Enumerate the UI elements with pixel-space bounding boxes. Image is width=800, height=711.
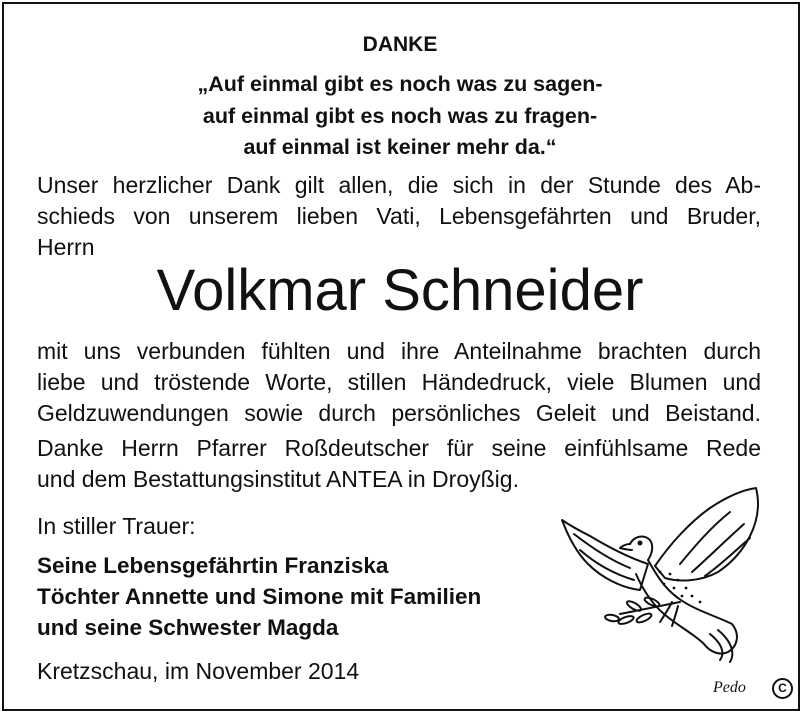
copyright-icon: C bbox=[772, 678, 793, 699]
notice-title: DANKE bbox=[362, 33, 438, 56]
thanks-line-1: Danke Herrn Pfarrer Roßdeutscher für seine einfühlsame Rede bbox=[37, 435, 761, 461]
body-line-2: liebe und tröstende Worte, stillen Händedruck, viele Blumen und bbox=[37, 369, 761, 395]
intro-line-2: schieds von unserem lieben Vati, Lebensgefährten und Bruder, bbox=[37, 203, 761, 229]
mourner-line-3: und seine Schwester Magda bbox=[37, 615, 339, 640]
intro-line-1: Unser herzlicher Dank gilt allen, die sich in der Stunde des Ab- bbox=[37, 172, 761, 198]
deceased-name: Volkmar Schneider bbox=[156, 258, 644, 323]
artist-credit: Pedo bbox=[713, 679, 746, 696]
body-line-1: mit uns verbunden fühlten und ihre Anteilnahme brachten durch bbox=[37, 338, 761, 364]
dove-with-olive-branch-icon bbox=[560, 484, 775, 664]
quote-line-3: auf einmal ist keiner mehr da.“ bbox=[243, 135, 557, 159]
mourner-line-1: Seine Lebensgefährtin Franziska bbox=[37, 553, 389, 578]
body-line-3: Geldzuwendungen sowie durch persönliches Geleit und Beistand. bbox=[37, 400, 761, 426]
mourning-label: In stiller Trauer: bbox=[37, 513, 196, 539]
mourner-line-2: Töchter Annette und Simone mit Familien bbox=[37, 584, 482, 609]
quote-line-2: auf einmal gibt es noch was zu fragen- bbox=[202, 104, 598, 128]
quote-line-1: „Auf einmal gibt es noch was zu sagen- bbox=[197, 72, 603, 96]
thanks-line-2: und dem Bestattungsinstitut ANTEA in Droyßig. bbox=[37, 466, 519, 492]
place-date: Kretzschau, im November 2014 bbox=[37, 658, 360, 684]
intro-line-3: Herrn bbox=[37, 234, 95, 260]
